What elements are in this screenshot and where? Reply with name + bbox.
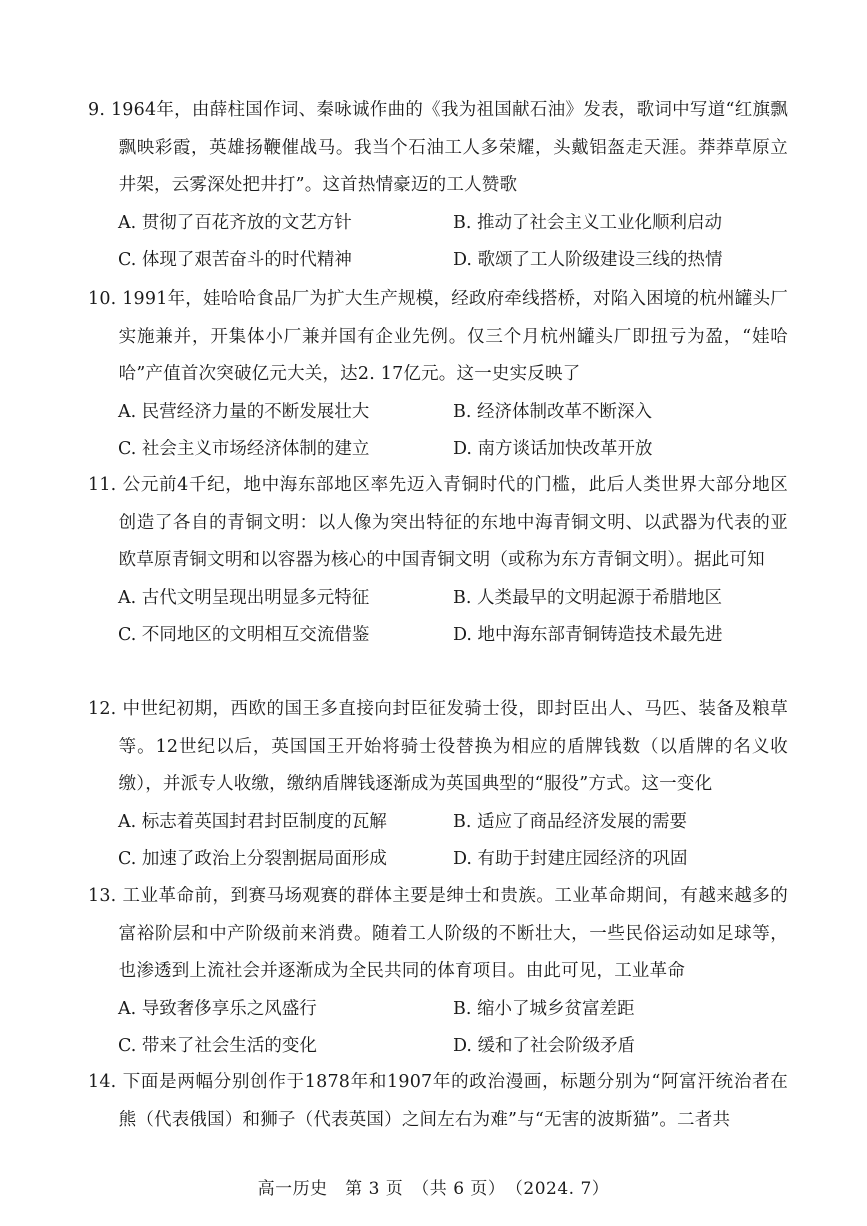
option-b: B. 缩小了城乡贫富差距 — [453, 998, 635, 1019]
option-d: D. 有助于封建庄园经济的巩固 — [453, 849, 688, 869]
question-10-stem: 10. 1991年，娃哈哈食品厂为扩大生产规模，经政府牵线搭桥，对陷入困境的杭州罐头厂实施兼并，开集体小厂兼并国有企业先例。仅三个月杭州罐头厂即扭亏为盈，“娃哈哈”产值首次突破亿元大关，达2. 17亿元。这一史实反映了 — [88, 289, 788, 384]
option-c: C. 加速了政治上分裂割据局面形成 — [118, 849, 387, 869]
question-12-options — [88, 804, 788, 879]
question-13-stem: 13. 工业革命前，到赛马场观赛的群体主要是绅士和贵族。工业革命期间，有越来越多的富裕阶层和中产阶级前来消费。随着工人阶级的不断壮大，一些民俗运动如足球等，也渗透到上流社会并逐渐成为全民共同的体育项目。由此可见，工业革命 — [88, 886, 788, 981]
option-c: C. 体现了艰苦奋斗的时代精神 — [118, 250, 352, 270]
question-13 — [88, 878, 788, 1066]
question-11-stem: 11. 公元前4千纪，地中海东部地区率先迈入青铜时代的门槛，此后人类世界大部分地区创造了各自的青铜文明：以人像为突出特征的东地中海青铜文明、以武器为代表的亚欧草原青铜文明和以容器为核心的中国青铜文明（或称为东方青铜文明）。据此可知 — [88, 475, 788, 570]
question-12-stem: 12. 中世纪初期，西欧的国王多直接向封臣征发骑士役，即封臣出人、马匹、装备及粮草等。12世纪以后，英国国王开始将骑士役替换为相应的盾牌钱数（以盾牌的名义收缴），并派专人收缴，缴纳盾牌钱逐渐成为英国典型的“服役”方式。这一变化 — [88, 699, 788, 794]
question-11 — [88, 467, 788, 655]
option-c: C. 带来了社会生活的变化 — [118, 1036, 317, 1056]
question-11-options — [88, 580, 788, 655]
option-a: A. 民营经济力量的不断发展壮大 — [118, 401, 370, 422]
option-d: D. 南方谈话加快改革开放 — [453, 439, 653, 459]
question-14 — [88, 1064, 788, 1139]
question-9 — [88, 92, 788, 280]
option-c: C. 不同地区的文明相互交流借鉴 — [118, 625, 370, 645]
question-9-options — [88, 205, 788, 280]
option-c: C. 社会主义市场经济体制的建立 — [118, 439, 370, 459]
option-b: B. 适应了商品经济发展的需要 — [453, 811, 687, 832]
question-12 — [88, 691, 788, 879]
option-a: A. 古代文明呈现出明显多元特征 — [118, 587, 370, 608]
option-d: D. 缓和了社会阶级矛盾 — [453, 1036, 636, 1056]
question-10 — [88, 281, 788, 469]
option-a: A. 标志着英国封君封臣制度的瓦解 — [118, 811, 387, 832]
option-d: D. 地中海东部青铜铸造技术最先进 — [453, 625, 723, 645]
option-b: B. 经济体制改革不断深入 — [453, 401, 652, 422]
option-d: D. 歌颂了工人阶级建设三线的热情 — [453, 250, 723, 270]
question-9-stem: 9. 1964年，由薛柱国作词、秦咏诚作曲的《我为祖国献石油》发表，歌词中写道“红旗飘飘映彩霞，英雄扬鞭催战马。我当个石油工人多荣耀，头戴铝盔走天涯。莽莽草原立井架，云雾深处把井打”。这首热情豪迈的工人赞歌 — [88, 100, 788, 195]
option-b: B. 推动了社会主义工业化顺利启动 — [453, 212, 722, 233]
option-a: A. 导致奢侈享乐之风盛行 — [118, 998, 317, 1019]
question-14-stem: 14. 下面是两幅分别创作于1878年和1907年的政治漫画，标题分别为“阿富汗统治者在熊（代表俄国）和狮子（代表英国）之间左右为难”与“无害的波斯猫”。二者共 — [88, 1072, 788, 1130]
page-footer: 高一历史 第 3 页 （共 6 页） （2024. 7） — [257, 1179, 610, 1199]
option-a: A. 贯彻了百花齐放的文艺方针 — [118, 212, 352, 233]
option-b: B. 人类最早的文明起源于希腊地区 — [453, 587, 722, 608]
question-10-options — [88, 394, 788, 469]
question-13-options — [88, 991, 788, 1066]
